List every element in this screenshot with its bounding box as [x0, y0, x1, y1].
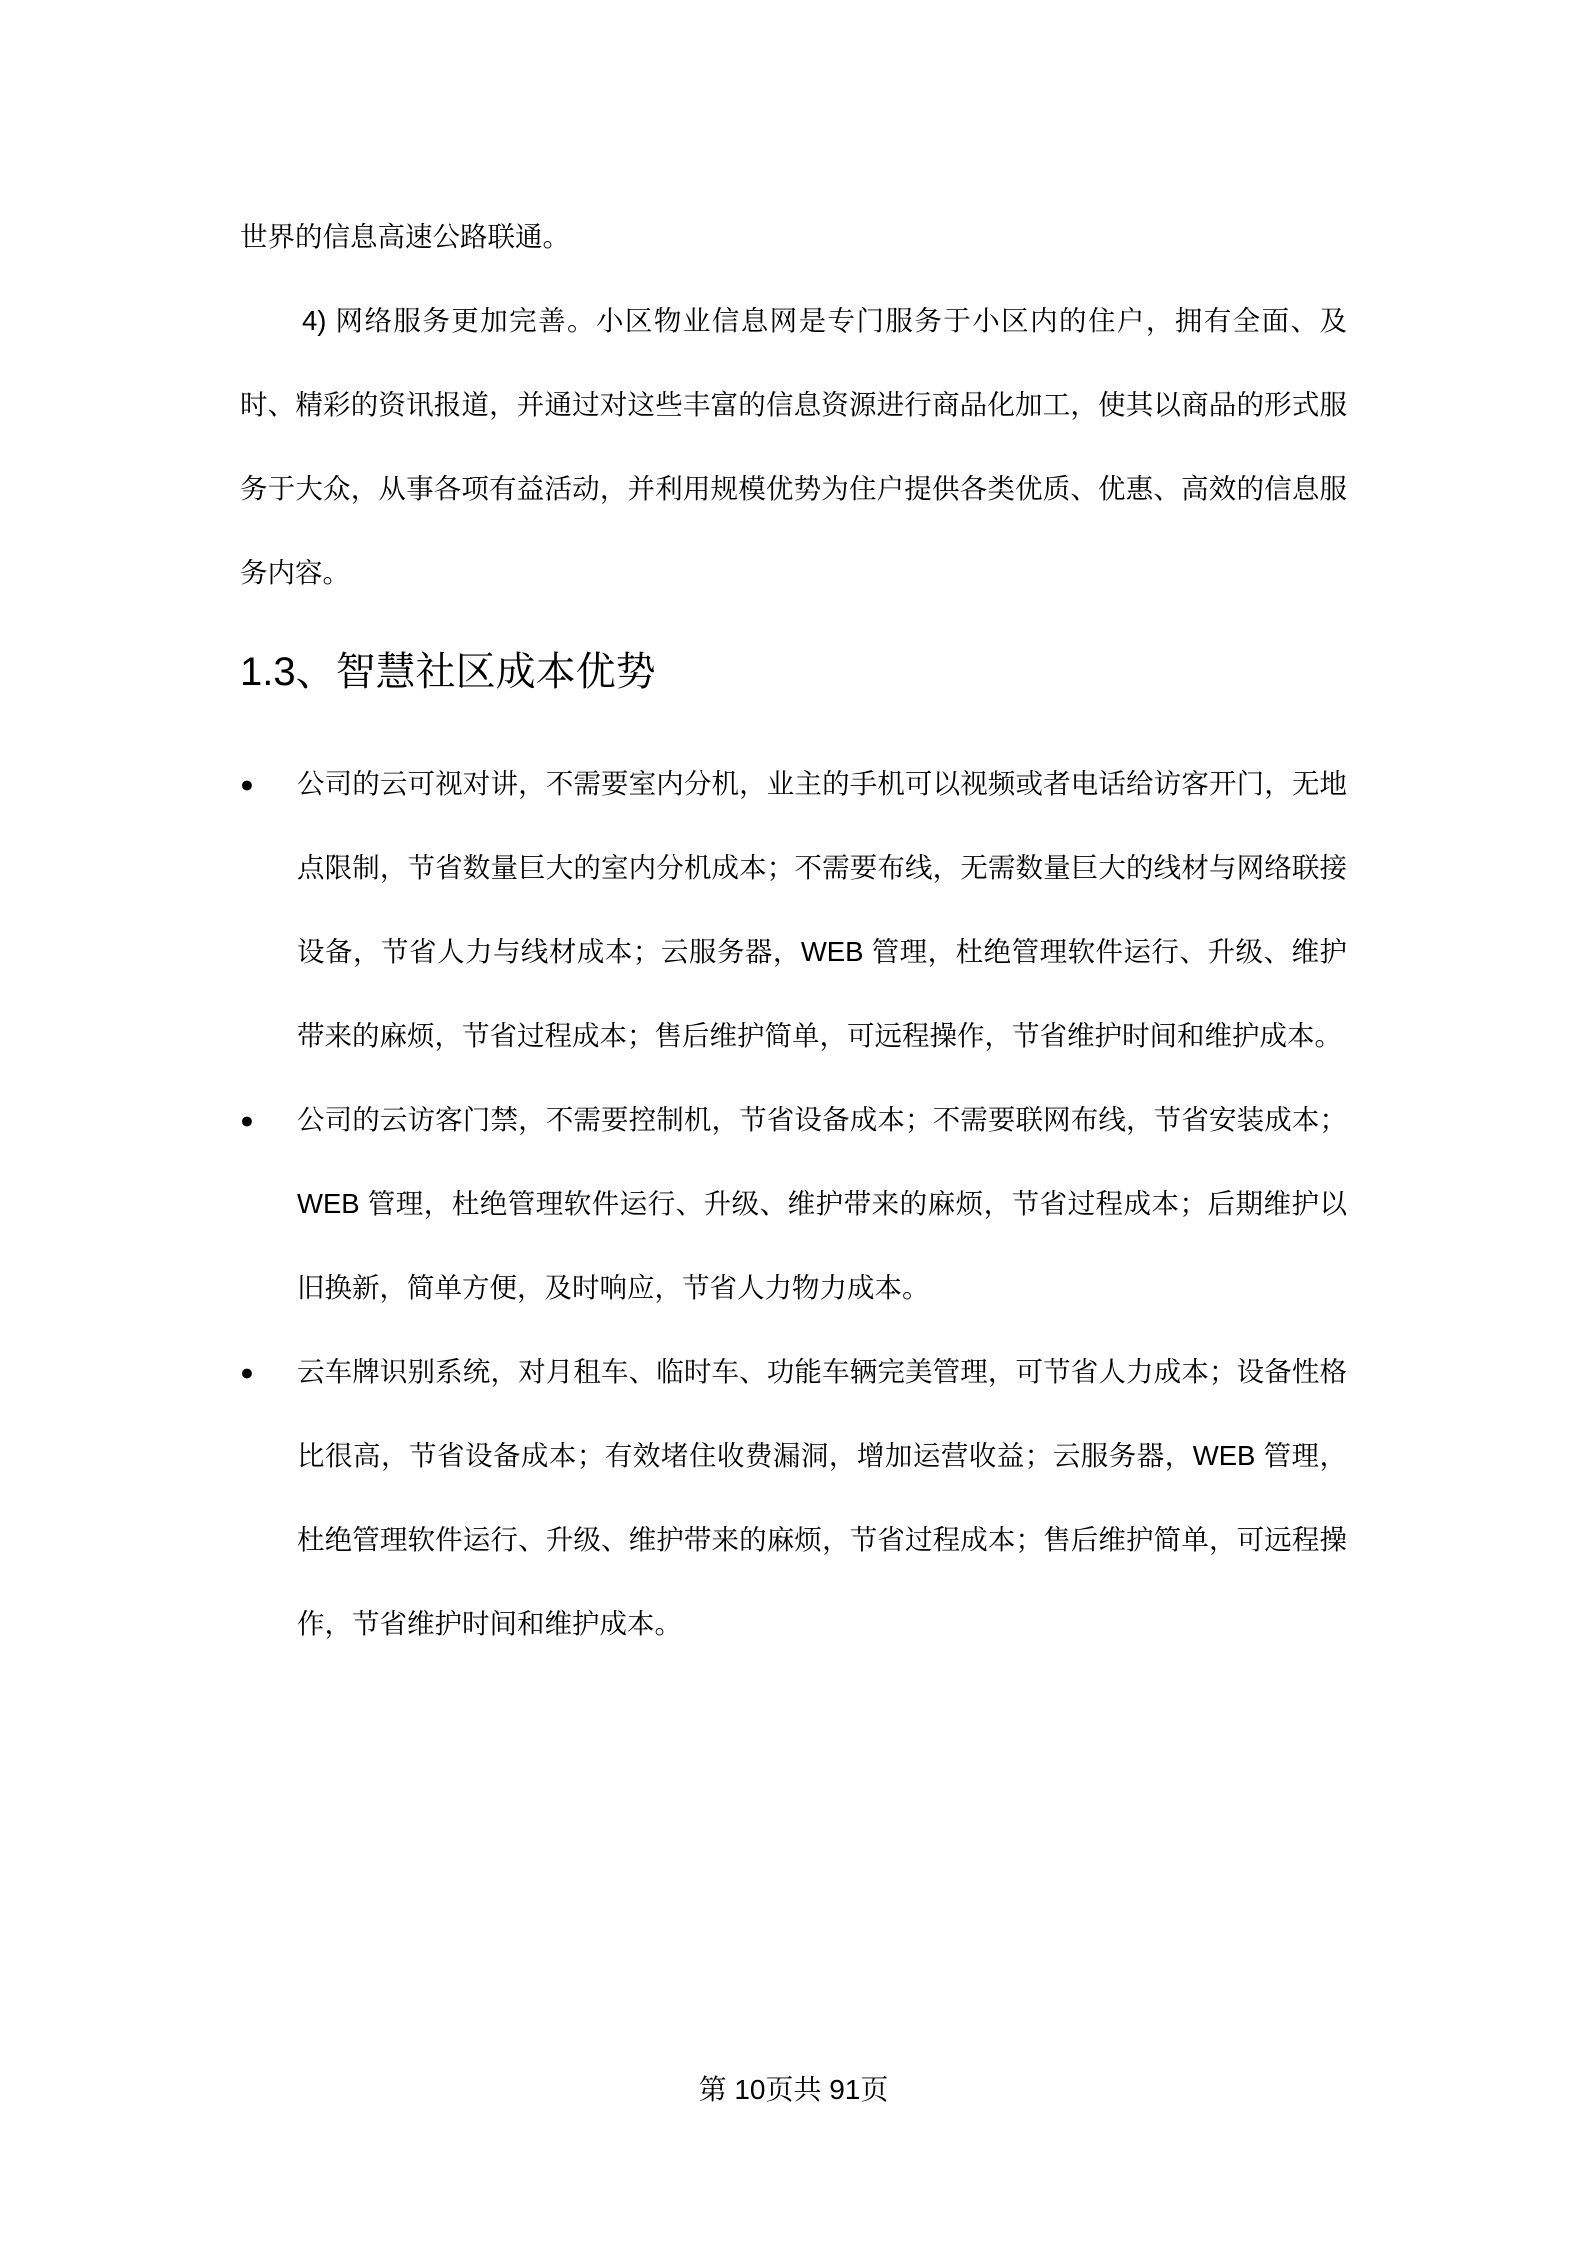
section-heading-1-3: 1.3、智慧社区成本优势: [240, 650, 656, 694]
bullet-list: [240, 742, 1347, 1666]
list-item-text: 公司的云可视对讲，不需要室内分机，业主的手机可以视频或者电话给访客开门，无地点限制，节省数量巨大的室内分机成本；不需要布线，无需数量巨大的线材与网络联接设备，节省人力与线材成本；云服务器，WEB 管理，杜绝管理软件运行、升级、维护带来的麻烦，节省过程成本；售后维护简单，可远程操作，节省维护时间和维护成本。: [297, 768, 1347, 1051]
page-number: 第 10页共 91页: [698, 2074, 889, 2105]
bullet-icon: ●: [240, 1359, 254, 1385]
document-content: [240, 195, 1347, 1666]
list-item: [240, 742, 1347, 1078]
list-item-text: 云车牌识别系统，对月租车、临时车、功能车辆完美管理，可节省人力成本；设备性格比很高，节省设备成本；有效堵住收费漏洞，增加运营收益；云服务器，WEB 管理，杜绝管理软件运行、升级、维护带来的麻烦，节省过程成本；售后维护简单，可远程操作，节省维护时间和维护成本。: [297, 1356, 1347, 1639]
paragraph-network-services: 4) 网络服务更加完善。小区物业信息网是专门服务于小区内的住户，拥有全面、及时、精彩的资讯报道，并通过对这些丰富的信息资源进行商品化加工，使其以商品的形式服务于大众，从事各项有益活动，并利用规模优势为住户提供各类优质、优惠、高效的信息服务内容。: [240, 305, 1347, 588]
paragraph-continuation: 世界的信息高速公路联通。: [240, 221, 570, 252]
list-item-text: 公司的云访客门禁，不需要控制机，节省设备成本；不需要联网布线，节省安装成本；WEB 管理，杜绝管理软件运行、升级、维护带来的麻烦，节省过程成本；后期维护以旧换新，简单方便，及时响应，节省人力物力成本。: [297, 1104, 1347, 1303]
list-item: [240, 1330, 1347, 1666]
bullet-icon: ●: [240, 1107, 254, 1133]
bullet-icon: ●: [240, 771, 254, 797]
list-item: [240, 1078, 1347, 1330]
